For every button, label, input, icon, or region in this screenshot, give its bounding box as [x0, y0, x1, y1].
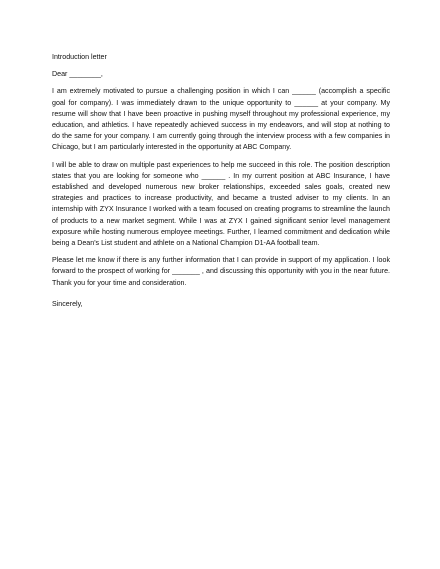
letter-heading: Introduction letter: [52, 53, 107, 61]
letter-body: [52, 52, 390, 310]
letter-paragraph-1: I am extremely motivated to pursue a challenging position in which I can ______ (accomplish a specific goal for company). I was immediately drawn to the unique opportunity to ______ at your company. My resume will show that I have been proactive in pushing myself throughout my professional experience, my education, and athletics. I have repeatedly achieved success in my endeavors, and will stop at nothing to do the same for your company. I am currently going through the interview process with a few companies in Chicago, but I am particularly interested in the opportunity at ABC Company.: [52, 87, 390, 152]
letter-closing: Sincerely,: [52, 299, 83, 308]
letter-paragraph-3: Please let me know if there is any further information that I can provide in support of my application. I look forward to the prospect of working for _______ , and discussing this opportunity with you in the near future. Thank you for your time and consideration.: [52, 256, 390, 287]
letter-salutation: Dear ________,: [52, 70, 103, 79]
letter-paragraph-2: I will be able to draw on multiple past experiences to help me succeed in this role. The position description states that you are looking for someone who ______ . In my current position at ABC Insurance, I have established and developed numerous new broker relationships, exceeded sales goals, created new strategies and practices to increase productivity, and became a trusted adviser to my clients. In an internship with ZYX Insurance I worked with a team focused on creating programs to streamline the launch of products to a new market segment. While I was at ZYX I gained significant senior level management exposure while hosting numerous employee meetings. Further, I learned commitment and dedication while being a Dean's List student and athlete on a National Champion D1-AA football team.: [52, 160, 390, 248]
